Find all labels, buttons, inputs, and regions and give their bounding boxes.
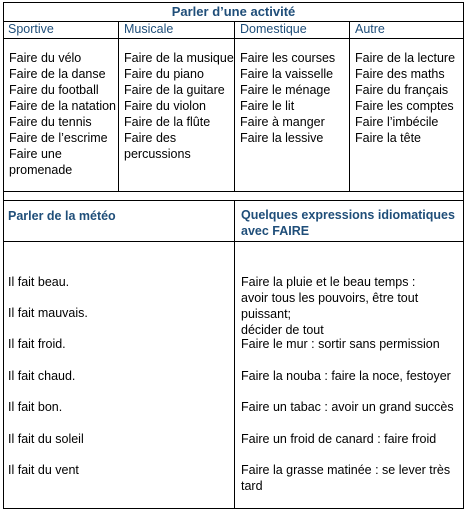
- list-item: Faire du piano: [124, 67, 204, 81]
- weather-item: Il fait froid.: [8, 337, 66, 351]
- list-item: Faire du vélo: [9, 51, 82, 65]
- divider: [3, 191, 464, 192]
- list-item: Faire du violon: [124, 99, 206, 113]
- list-item: Faire de la guitare: [124, 83, 225, 97]
- list-item: Faire les comptes: [355, 99, 454, 113]
- weather-item: Il fait du soleil: [8, 432, 84, 446]
- list-item: Faire des: [124, 131, 177, 145]
- table-title: Parler d’une activité: [171, 4, 296, 19]
- list-item: Faire les courses: [240, 51, 336, 65]
- expression-line: Faire le mur : sortir sans permission: [241, 337, 440, 351]
- expression-line: Faire la nouba : faire la noce, festoyer: [241, 369, 451, 383]
- weather-heading: Parler de la météo: [8, 209, 116, 223]
- expression-item: [241, 399, 454, 415]
- sportive-list: [9, 50, 116, 178]
- expression-item: [241, 336, 440, 352]
- category-header-musicale: Musicale: [124, 22, 174, 36]
- expression-item: [241, 368, 451, 384]
- expression-line: Faire la grasse matinée : se lever très: [241, 463, 451, 477]
- musicale-list: [124, 50, 234, 162]
- list-item: Faire de la lecture: [355, 51, 456, 65]
- expressions-heading-line2: avec FAIRE: [241, 224, 310, 238]
- column-divider: [234, 200, 235, 509]
- category-header-sportive: Sportive: [8, 22, 54, 36]
- expression-item: [241, 274, 467, 338]
- list-item: Faire du tennis: [9, 115, 92, 129]
- list-item: Faire de la natation: [9, 99, 117, 113]
- column-divider: [234, 21, 235, 191]
- list-item: Faire une: [9, 147, 62, 161]
- list-item: Faire du football: [9, 83, 99, 97]
- category-header-autre: Autre: [355, 22, 385, 36]
- domestique-list: [240, 50, 335, 146]
- weather-item: Il fait mauvais.: [8, 306, 88, 320]
- list-item: Faire du français: [355, 83, 449, 97]
- list-item: Faire de la danse: [9, 67, 106, 81]
- category-header-domestique: Domestique: [240, 22, 307, 36]
- expressions-heading-line1: Quelques expressions idiomatiques: [241, 208, 455, 222]
- expression-line: Faire un froid de canard : faire froid: [241, 432, 437, 446]
- list-item: Faire la vaisselle: [240, 67, 334, 81]
- weather-item: Il fait chaud.: [8, 369, 76, 383]
- list-item: Faire des maths: [355, 67, 445, 81]
- list-item: Faire la tête: [355, 131, 422, 145]
- expression-line: tard: [241, 479, 263, 493]
- expression-line: décider de tout: [241, 323, 324, 337]
- list-item: promenade: [9, 163, 73, 177]
- list-item: Faire de l’escrime: [9, 131, 108, 145]
- autre-list: [355, 50, 455, 146]
- list-item: Faire le lit: [240, 99, 295, 113]
- list-item: Faire de la musique: [124, 51, 234, 65]
- list-item: Faire l’imbécile: [355, 115, 439, 129]
- expression-item: [241, 431, 436, 447]
- list-item: Faire le ménage: [240, 83, 331, 97]
- list-item: Faire la lessive: [240, 131, 324, 145]
- expression-item: [241, 462, 450, 494]
- list-item: Faire à manger: [240, 115, 325, 129]
- column-divider: [349, 21, 350, 191]
- weather-item: Il fait du vent: [8, 463, 79, 477]
- list-item: Faire de la flûte: [124, 115, 211, 129]
- expression-line: Faire un tabac : avoir un grand succès: [241, 400, 454, 414]
- weather-item: Il fait bon.: [8, 400, 63, 414]
- expression-line: avoir tous les pouvoirs, être tout puissant;: [241, 291, 419, 321]
- weather-item: Il fait beau.: [8, 275, 70, 289]
- expression-line: Faire la pluie et le beau temps :: [241, 275, 416, 289]
- column-divider: [118, 21, 119, 191]
- list-item: percussions: [124, 147, 191, 161]
